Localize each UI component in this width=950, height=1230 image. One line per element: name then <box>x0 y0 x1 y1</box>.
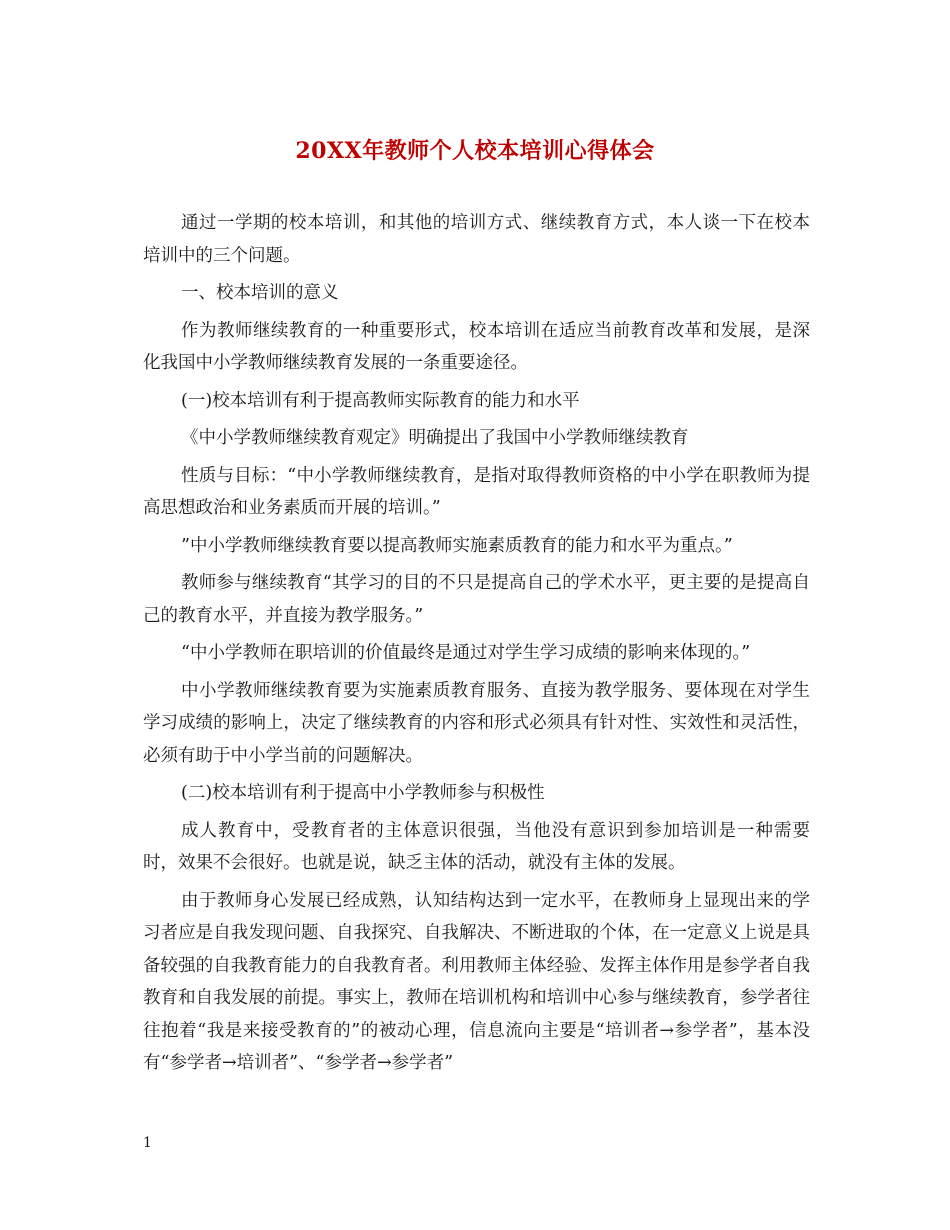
paragraph: 通过一学期的校本培训，和其他的培训方式、继续教育方式，本人谈一下在校本培训中的三个问题。 <box>143 213 810 266</box>
subsection-heading: (二)校本培训有利于提高中小学教师参与积极性 <box>181 783 545 803</box>
paragraph: ”中小学教师继续教育要以提高教师实施素质教育的能力和水平为重点。” <box>181 535 733 556</box>
section-heading: 一、校本培训的意义 <box>181 283 339 303</box>
paragraph: 由于教师身心发展已经成熟，认知结构达到一定水平，在教师身上显现出来的学习者应是自我发现问题、自我探究、自我解决、不断进取的个体，在一定意义上说是具备较强的自我教育能力的自我教育者。利用教师主体经验、发挥主体作用是参学者自我教育和自我发展的前提。事实上，教师在培训机构和培训中心参与继续教育，参学者往往抱着“我是来接受教育的”的被动心理，信息流向主要是“培训者→参学者”，基本没有“参学者→培训者”、“参学者→参学者” <box>143 890 810 1073</box>
page-number: 1 <box>143 1135 152 1151</box>
paragraph: 《中小学教师继续教育观定》明确提出了我国中小学教师继续教育 <box>181 428 689 448</box>
paragraph: 性质与目标：“中小学教师继续教育，是指对取得教师资格的中小学在职教师为提高思想政治和业务素质而开展的培训。” <box>143 465 810 518</box>
document-body <box>143 207 810 1085</box>
subsection-heading: (一)校本培训有利于提高教师实际教育的能力和水平 <box>181 390 580 411</box>
paragraph: 中小学教师继续教育要为实施素质教育服务、直接为教学服务、要体现在对学生学习成绩的影响上，决定了继续教育的内容和形式必须具有针对性、实效性和灵活性，必须有助于中小学当前的问题解决。 <box>143 680 810 766</box>
paragraph: “中小学教师在职培训的价值最终是通过对学生学习成绩的影响来体现的。” <box>181 643 751 663</box>
document-title: 20XX年教师个人校本培训心得体会 <box>295 138 655 164</box>
paragraph: 成人教育中，受教育者的主体意识很强，当他没有意识到参加培训是一种需要时，效果不会很好。也就是说，缺乏主体的活动，就没有主体的发展。 <box>143 820 810 873</box>
paragraph: 作为教师继续教育的一种重要形式，校本培训在适应当前教育改革和发展，是深化我国中小学教师继续教育发展的一条重要途径。 <box>143 320 810 373</box>
paragraph: 教师参与继续教育“其学习的目的不只是提高自己的学术水平，更主要的是提高自己的教育水平，并直接为教学服务。” <box>143 573 810 626</box>
